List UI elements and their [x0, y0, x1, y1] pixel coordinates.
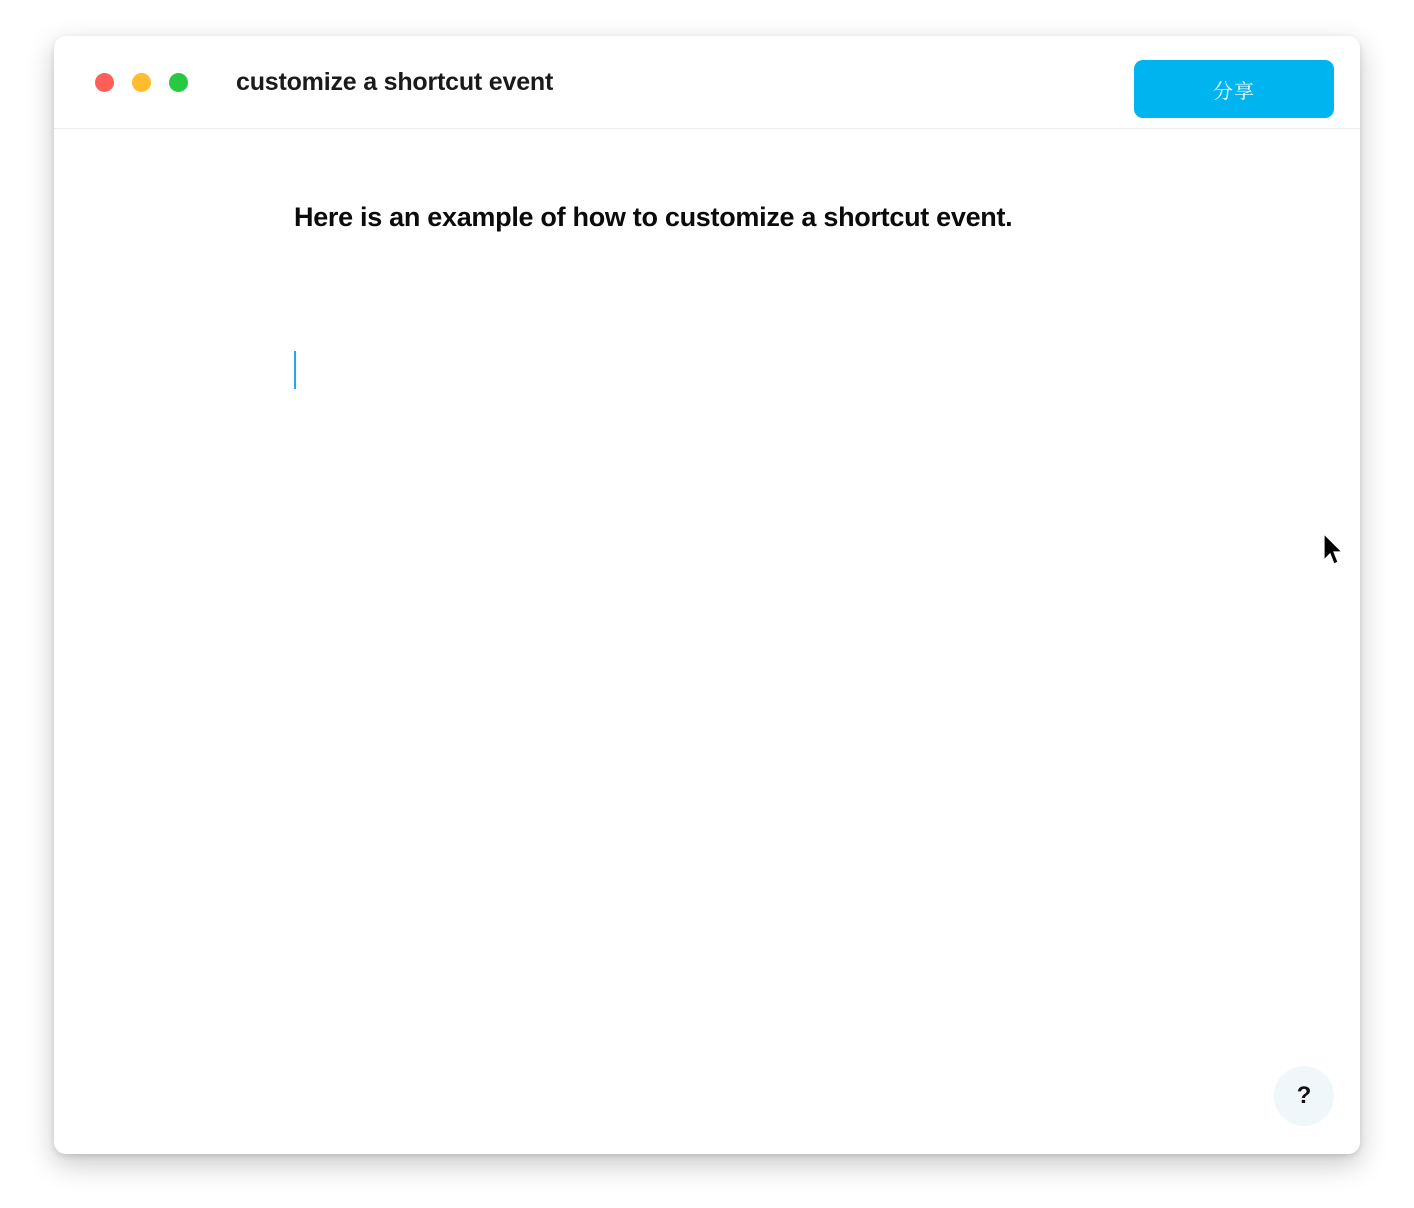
minimize-window-icon[interactable]: [132, 73, 151, 92]
close-window-icon[interactable]: [95, 73, 114, 92]
help-button[interactable]: ?: [1274, 1066, 1334, 1126]
app-window: [54, 36, 1360, 1154]
mouse-cursor-icon: [1322, 533, 1344, 567]
document-canvas[interactable]: [54, 129, 1360, 1154]
share-button[interactable]: 分享: [1134, 60, 1334, 118]
maximize-window-icon[interactable]: [169, 73, 188, 92]
text-caret: [294, 351, 296, 389]
window-controls: [95, 73, 188, 92]
window-titlebar: [54, 36, 1360, 129]
document-heading: Here is an example of how to customize a shortcut event.: [294, 202, 1013, 232]
window-title: customize a shortcut event: [236, 67, 554, 96]
